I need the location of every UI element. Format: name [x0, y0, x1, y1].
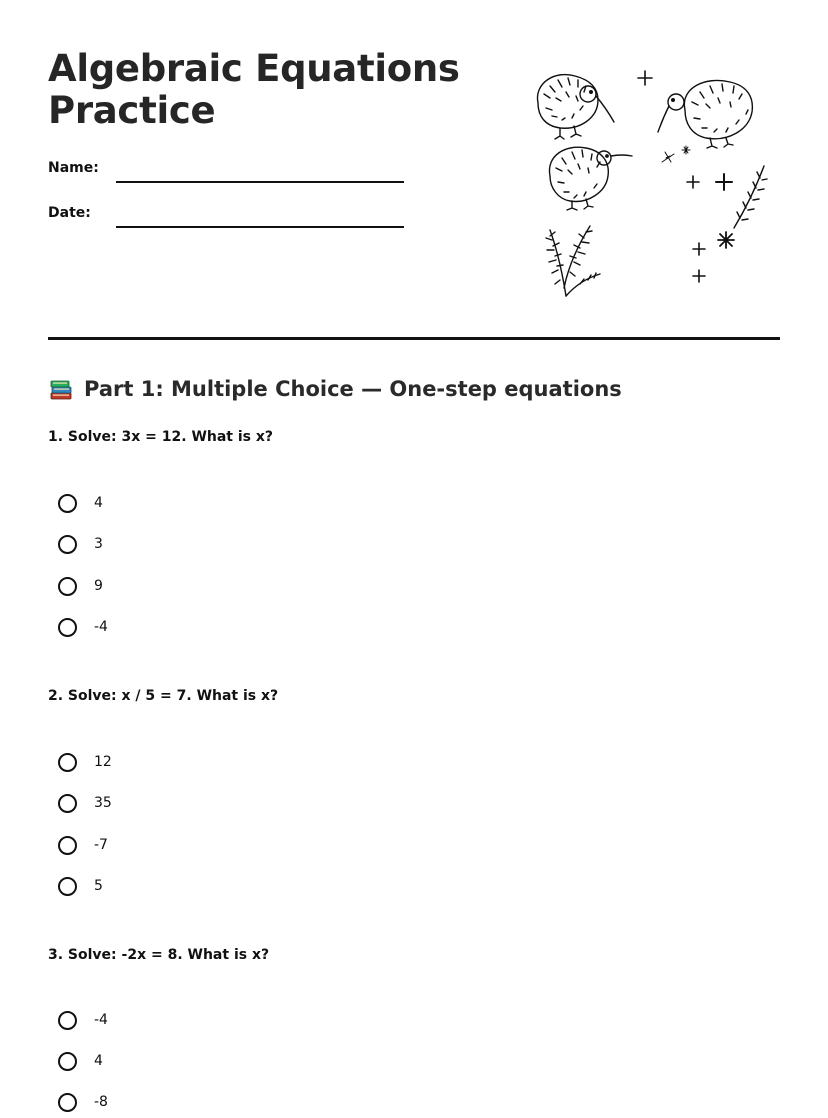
question-2: 2. Solve: x / 5 = 7. What is x?: [48, 688, 279, 704]
option-label: 4: [94, 495, 103, 511]
question-1: 1. Solve: 3x = 12. What is x?: [48, 429, 274, 445]
part1-heading: [48, 374, 622, 404]
question-1-option-1[interactable]: [58, 491, 103, 515]
option-label: -7: [94, 837, 108, 853]
radio-button[interactable]: [58, 753, 77, 772]
question-1-option-2[interactable]: [58, 532, 103, 556]
header-divider: [48, 337, 780, 340]
question-1-option-4[interactable]: [58, 615, 108, 639]
kiwi-bird-icon: [658, 80, 752, 148]
title-line-2: Practice: [48, 89, 216, 132]
radio-button[interactable]: [58, 1093, 77, 1112]
part1-heading-text: Part 1: Multiple Choice — One-step equations: [84, 377, 622, 401]
radio-button[interactable]: [58, 794, 77, 813]
name-field-line[interactable]: [116, 181, 404, 183]
kiwi-bird-icon: [538, 75, 614, 139]
radio-button[interactable]: [58, 1011, 77, 1030]
option-label: 9: [94, 578, 103, 594]
option-label: 5: [94, 878, 103, 894]
option-label: -4: [94, 1012, 108, 1028]
option-label: -4: [94, 619, 108, 635]
kiwi-bird-icon: [549, 147, 632, 210]
radio-button[interactable]: [58, 877, 77, 896]
worksheet-title: [48, 48, 460, 132]
radio-button[interactable]: [58, 577, 77, 596]
name-label: Name:: [48, 160, 99, 176]
radio-button[interactable]: [58, 535, 77, 554]
option-label: 12: [94, 754, 112, 770]
radio-button[interactable]: [58, 1052, 77, 1071]
option-label: -8: [94, 1094, 108, 1110]
radio-button[interactable]: [58, 836, 77, 855]
option-label: 3: [94, 536, 103, 552]
kiwi-birds-ferns-illustration: [520, 58, 780, 306]
radio-button[interactable]: [58, 494, 77, 513]
title-line-1: Algebraic Equations: [48, 47, 460, 90]
question-2-option-4[interactable]: [58, 874, 103, 898]
radio-button[interactable]: [58, 618, 77, 637]
date-label: Date:: [48, 205, 91, 221]
fern-icon: [734, 166, 767, 228]
books-icon: [48, 376, 74, 402]
question-1-option-3[interactable]: [58, 574, 103, 598]
question-2-option-3[interactable]: [58, 833, 108, 857]
question-2-option-1[interactable]: [58, 750, 112, 774]
fern-icon: [546, 226, 600, 296]
question-3-option-3[interactable]: [58, 1090, 108, 1114]
question-3: 3. Solve: -2x = 8. What is x?: [48, 947, 270, 963]
question-3-option-2[interactable]: [58, 1049, 103, 1073]
question-3-option-1[interactable]: [58, 1008, 108, 1032]
question-2-option-2[interactable]: [58, 791, 112, 815]
date-field-line[interactable]: [116, 226, 404, 228]
option-label: 35: [94, 795, 112, 811]
option-label: 4: [94, 1053, 103, 1069]
